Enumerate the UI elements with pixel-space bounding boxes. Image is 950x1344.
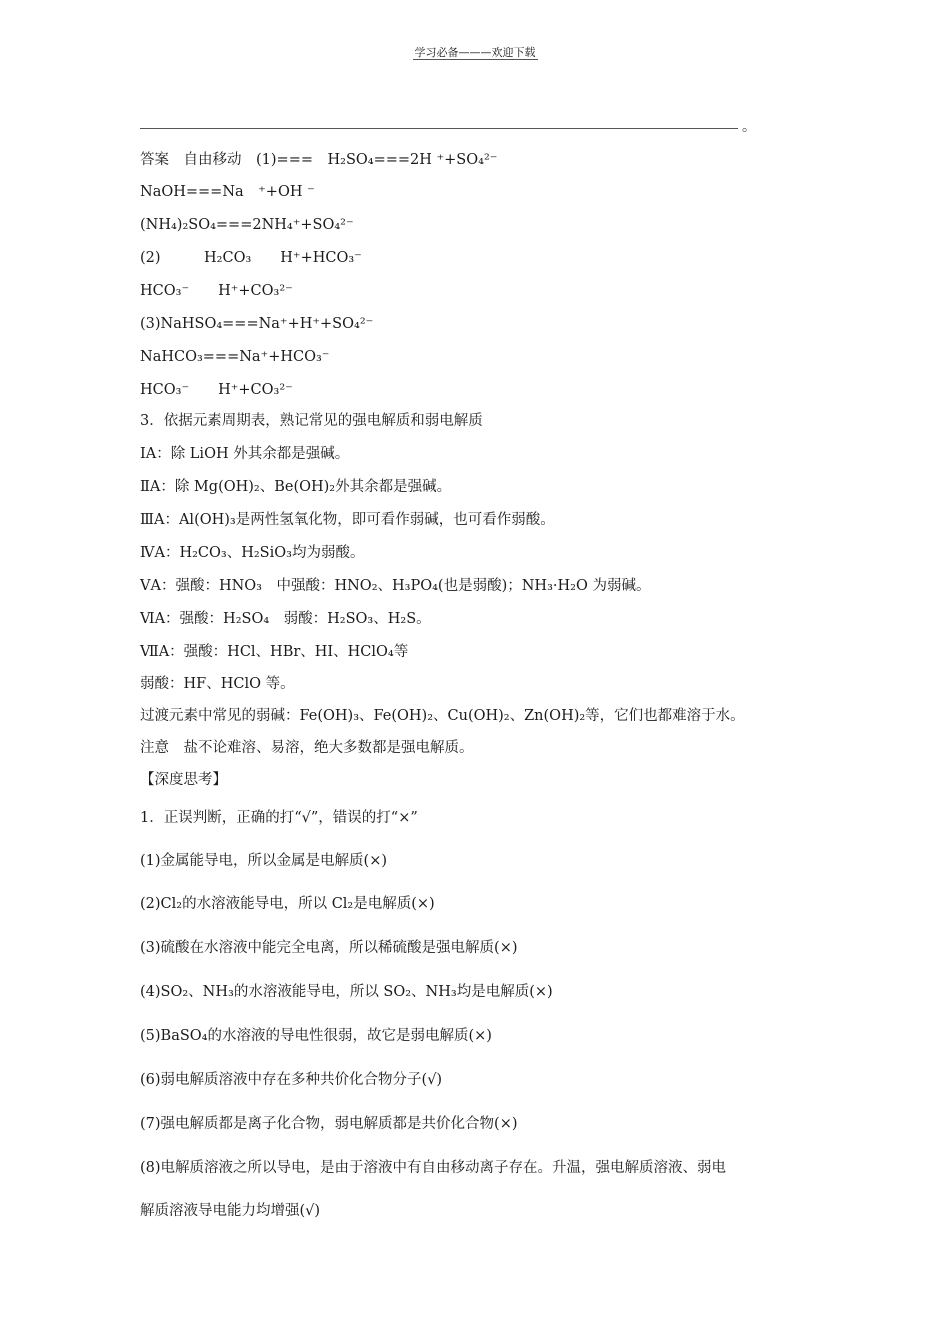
judgment-item-2: (2)Cl₂的水溶液能导电，所以 Cl₂是电解质(×) <box>140 896 435 912</box>
judgment-item-8-cont: 解质溶液导电能力均增强(√) <box>140 1203 321 1219</box>
group-2a-line: ⅡA：除 Mg(OH)₂、Be(OH)₂外其余都是强碱。 <box>140 479 452 495</box>
section-3-heading: 3．依据元素周期表，熟记常见的强电解质和弱电解质 <box>140 413 483 429</box>
blank-period: 。 <box>742 119 756 135</box>
answer-line-8: HCO₃⁻ H⁺+CO₃²⁻ <box>140 382 293 398</box>
group-3a-line: ⅢA：Al(OH)₃是两性氢氧化物，即可看作弱碱，也可看作弱酸。 <box>140 512 555 528</box>
judgment-item-5: (5)BaSO₄的水溶液的导电性很弱，故它是弱电解质(×) <box>140 1028 492 1044</box>
answer-line-2: NaOH===Na ⁺+OH ⁻ <box>140 184 315 200</box>
note-line: 注意 盐不论难溶、易溶，绝大多数都是强电解质。 <box>140 740 474 756</box>
judgment-item-8: (8)电解质溶液之所以导电，是由于溶液中有自由移动离子存在。升温，强电解质溶液、弱电 <box>140 1160 727 1176</box>
answer-line-5: HCO₃⁻ H⁺+CO₃²⁻ <box>140 283 293 299</box>
group-7a-line: ⅦA：强酸：HCl、HBr、HI、HClO₄等 <box>140 644 409 660</box>
answer-line-4: (2) H₂CO₃ H⁺+HCO₃⁻ <box>140 250 362 266</box>
answer-line-6: (3)NaHSO₄===Na⁺+H⁺+SO₄²⁻ <box>140 316 374 332</box>
judgment-item-4: (4)SO₂、NH₃的水溶液能导电，所以 SO₂、NH₃均是电解质(×) <box>140 984 553 1000</box>
judgment-item-3: (3)硫酸在水溶液中能完全电离，所以稀硫酸是强电解质(×) <box>140 940 518 956</box>
page-header: 学习必备———欢迎下载 <box>414 46 536 59</box>
judgment-item-1: (1)金属能导电，所以金属是电解质(×) <box>140 853 388 869</box>
answer-line-7: NaHCO₃===Na⁺+HCO₃⁻ <box>140 349 330 365</box>
question-1-heading: 1．正误判断，正确的打“√”，错误的打“×” <box>140 810 418 826</box>
judgment-item-6: (6)弱电解质溶液中存在多种共价化合物分子(√) <box>140 1072 443 1088</box>
answer-blank-line <box>140 128 738 129</box>
answer-line-3: (NH₄)₂SO₄===2NH₄⁺+SO₄²⁻ <box>140 217 354 233</box>
transition-bases-line: 过渡元素中常见的弱碱：Fe(OH)₃、Fe(OH)₂、Cu(OH)₂、Zn(OH)₂等，它们也都难溶于水。 <box>140 708 745 724</box>
group-1a-line: ⅠA：除 LiOH 外其余都是强碱。 <box>140 446 350 462</box>
weak-acids-line: 弱酸：HF、HClO 等。 <box>140 676 295 692</box>
group-4a-line: ⅣA：H₂CO₃、H₂SiO₃均为弱酸。 <box>140 545 365 561</box>
deep-thinking-heading: 【深度思考】 <box>140 772 227 788</box>
judgment-item-7: (7)强电解质都是离子化合物，弱电解质都是共价化合物(×) <box>140 1116 518 1132</box>
group-6a-line: ⅥA：强酸：H₂SO₄ 弱酸：H₂SO₃、H₂S。 <box>140 611 431 627</box>
group-5a-line: ⅤA：强酸：HNO₃ 中强酸：HNO₂、H₃PO₄(也是弱酸)；NH₃·H₂O 为弱碱。 <box>140 578 651 594</box>
answer-line-1: 答案 自由移动 (1)=== H₂SO₄===2H ⁺+SO₄²⁻ <box>140 152 498 168</box>
